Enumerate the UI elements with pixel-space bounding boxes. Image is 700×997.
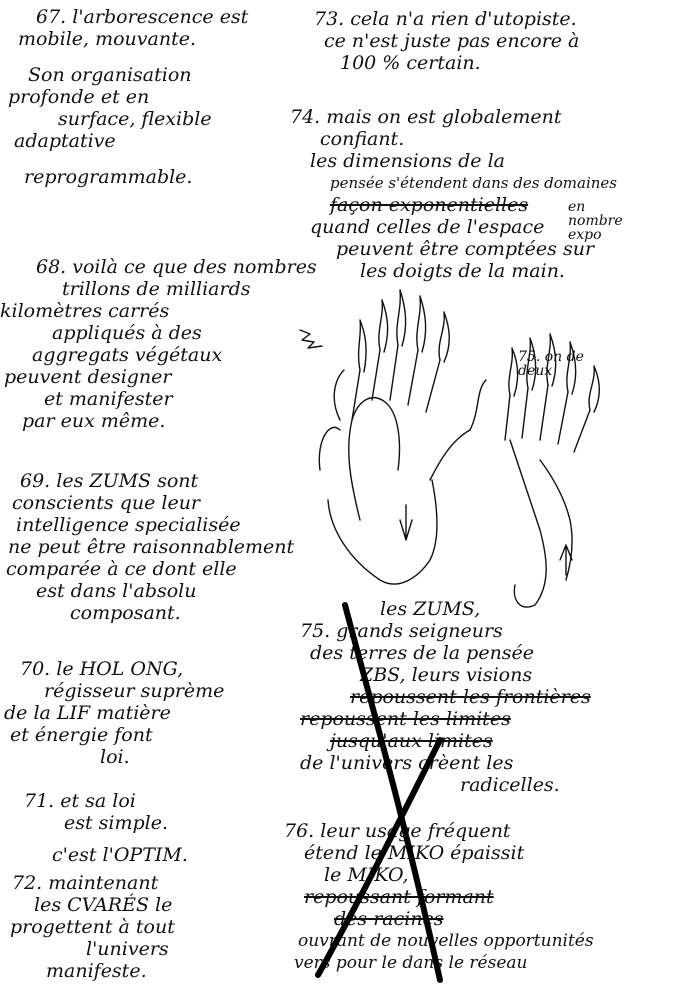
entry-line-struck: repoussent les frontières bbox=[350, 686, 591, 708]
entry-line: intelligence specialisée bbox=[16, 514, 241, 536]
entry-line: appliqués à des bbox=[52, 322, 202, 344]
entry-line: progettent à tout bbox=[10, 916, 175, 938]
entry-line: manifeste. bbox=[46, 960, 147, 982]
entry-line-struck: repoussent les limites bbox=[300, 708, 511, 730]
entry-line: quand celles de l'espace bbox=[310, 216, 545, 238]
margin-note: en nombre expo bbox=[568, 199, 623, 243]
entry-line: trillons de milliards bbox=[62, 278, 251, 300]
entry-line: 71. et sa loi bbox=[24, 790, 136, 812]
entry-line: ce n'est juste pas encore à bbox=[324, 30, 580, 52]
entry-line: pensée s'étendent dans des domaines bbox=[330, 174, 618, 192]
entry-line: reprogrammable. bbox=[24, 166, 193, 188]
entry-line: ouvrant de nouvelles opportunités bbox=[298, 931, 594, 951]
entry-line: peuvent être comptées sur bbox=[336, 238, 595, 260]
scribble-icon bbox=[300, 330, 322, 348]
entry-line: de la LIF matière bbox=[4, 702, 171, 724]
sketch-caption: 75. on de deux bbox=[518, 349, 584, 379]
entry-line: 100 % certain. bbox=[340, 52, 481, 74]
entry-line: vers pour le dans le réseau bbox=[294, 953, 528, 973]
entry-line: conscients que leur bbox=[12, 492, 201, 514]
entry-line: étend le MIKO épaissit bbox=[304, 842, 525, 864]
entry-line-struck: des racines bbox=[334, 908, 444, 930]
entry-line: et énergie font bbox=[10, 724, 153, 746]
entry-line: des terres de la pensée bbox=[310, 642, 535, 664]
entry-line: peuvent designer bbox=[4, 366, 172, 388]
entry-line: par eux même. bbox=[22, 410, 166, 432]
entry-line: l'univers bbox=[86, 938, 169, 960]
entry-line: 73. cela n'a rien d'utopiste. bbox=[314, 8, 577, 30]
entry-line: les doigts de la main. bbox=[360, 260, 565, 282]
entry-line: les CVARÉS le bbox=[34, 894, 173, 916]
entry-line-struck: jusqu'aux limites bbox=[330, 730, 493, 752]
entry-line: confiant. bbox=[320, 128, 405, 150]
entry-line: les dimensions de la bbox=[310, 150, 505, 172]
entry-line: 70. le HOL ONG, bbox=[20, 658, 184, 680]
entry-line: loi. bbox=[100, 746, 130, 768]
entry-line: ZBS, leurs visions bbox=[360, 664, 533, 686]
entry-line: 72. maintenant bbox=[12, 872, 159, 894]
entry-line: les ZUMS, bbox=[380, 598, 481, 620]
entry-line-struck: façon exponentielles bbox=[330, 194, 529, 216]
right-hand-sketch bbox=[505, 334, 599, 607]
entry-line: de l'univers crèent les bbox=[300, 752, 514, 774]
entry-line: est dans l'absolu bbox=[36, 580, 197, 602]
entry-line: ne peut être raisonnablement bbox=[8, 536, 295, 558]
entry-line: aggregats végétaux bbox=[32, 344, 223, 366]
entry-line: Son organisation bbox=[28, 64, 192, 86]
entry-line: est simple. bbox=[64, 812, 169, 834]
entry-line: le MIKO, bbox=[324, 864, 409, 886]
entry-line: 74. mais on est globalement bbox=[290, 106, 562, 128]
entry-line: et manifester bbox=[44, 388, 173, 410]
entry-line: 75. grands seigneurs bbox=[300, 620, 503, 642]
entry-line-struck: repoussant formant bbox=[304, 886, 494, 908]
left-hand-sketch bbox=[319, 290, 486, 584]
entry-line: adaptative bbox=[14, 130, 116, 152]
entry-line: régisseur suprème bbox=[44, 680, 225, 702]
entry-line: 76. leur usage fréquent bbox=[284, 820, 511, 842]
entry-line: kilomètres carrés bbox=[0, 300, 170, 322]
cross-out-mark bbox=[318, 605, 440, 980]
entry-line: comparée à ce dont elle bbox=[6, 558, 237, 580]
entry-line: radicelles. bbox=[460, 774, 560, 796]
entry-line: profonde et en bbox=[8, 86, 150, 108]
entry-line: 69. les ZUMS sont bbox=[20, 470, 199, 492]
entry-line: 68. voilà ce que des nombres bbox=[36, 256, 317, 278]
entry-line: c'est l'OPTIM. bbox=[52, 844, 188, 866]
entry-line: composant. bbox=[70, 602, 181, 624]
entry-line: 67. l'arborescence est bbox=[36, 6, 249, 28]
entry-line: mobile, mouvante. bbox=[18, 28, 197, 50]
entry-line: surface, flexible bbox=[58, 108, 212, 130]
